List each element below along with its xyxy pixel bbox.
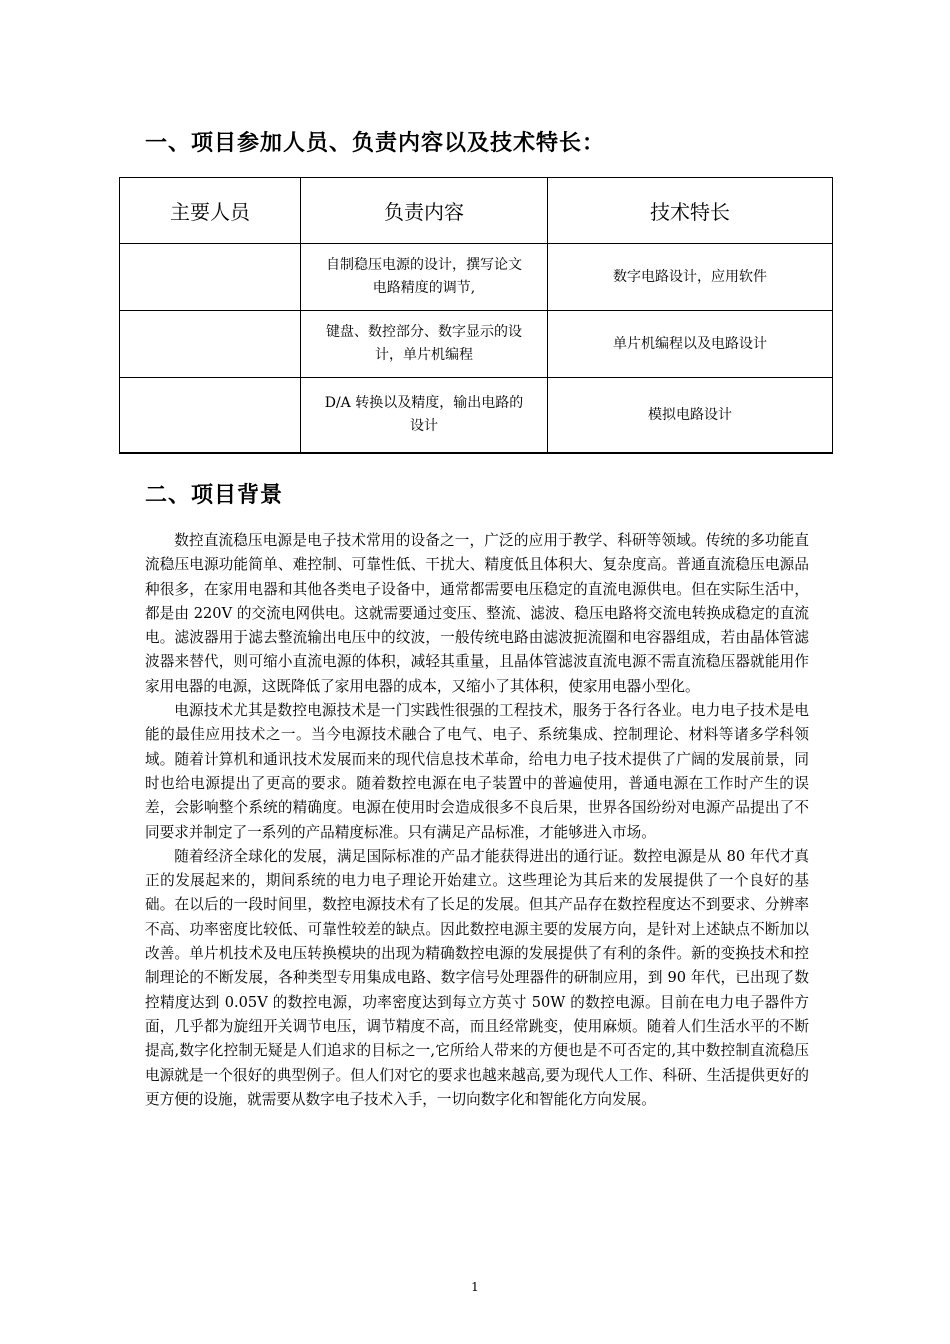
staff-table [119,177,833,454]
person-cell [120,378,301,454]
person-cell [120,244,301,311]
responsibility-cell [301,311,548,378]
responsibility-line: 计，单片机编程 [375,347,473,363]
paragraph: 随着经济全球化的发展，满足国际标准的产品才能获得进出的通行证。数控电源是从 80 年代才真正的发展起来的，期间系统的电力电子理论开始建立。这些理论为其后来的发展提供了一个良好的基础。在以后的一段时间里，数控电源技术有了长足的发展。但其产品存在数控程度达不到要求、分辨率不高、功率密度比较低、可靠性较差的缺点。因此数控电源主要的发展方向，是针对上述缺点不断加以改善。单片机技术及电压转换模块的出现为精确数控电源的发展提供了有利的条件。新的变换技术和控制理论的不断发展，各种类型专用集成电路、数字信号处理器件的研制应用，到 90 年代，已出现了数控精度达到 0.05V 的数控电源，功率密度达到每立方英寸 50W 的数控电源。目前在电力电子器件方面，几乎都为旋纽开关调节电压，调节精度不高，而且经常跳变，使用麻烦。随着人们生活水平的不断提高,数字化控制无疑是人们追求的目标之一,它所给人带来的方便也是不可否定的,其中数控制直流稳压电源就是一个很好的典型例子。但人们对它的要求也越来越高,要为现代人工作、科研、生活提供更好的更方便的设施，就需要从数字电子技术入手，一切向数字化和智能化方向发展。 [145,847,809,1108]
background-body [145,529,809,1112]
header-responsibility: 负责内容 [301,178,548,244]
paragraph: 电源技术尤其是数控电源技术是一门实践性很强的工程技术，服务于各行各业。电力电子技术是电能的最佳应用技术之一。当今电源技术融合了电气、电子、系统集成、控制理论、材料等诸多学科领域。随着计算机和通讯技术发展而来的现代信息技术革命，给电力电子技术提供了广阔的发展前景，同时也给电源提出了更高的要求。随着数控电源在电子装置中的普遍使用，普通电源在工作时产生的误差，会影响整个系统的精确度。电源在使用时会造成很多不良后果，世界各国纷纷对电源产品提出了不同要求并制定了一系列的产品精度标准。只有满足产品标准，才能够进入市场。 [145,702,809,841]
table-header-row [120,178,833,244]
responsibility-line: 设计 [410,418,438,434]
responsibility-cell [301,378,548,454]
section-1-heading: 一、项目参加人员、负责内容以及技术特长： [145,131,606,156]
responsibility-cell [301,244,548,311]
paragraph: 数控直流稳压电源是电子技术常用的设备之一，广泛的应用于教学、科研等领域。传统的多功能直流稳压电源功能简单、难控制、可靠性低、干扰大、精度低且体积大、复杂度高。普通直流稳压电源品种很多，在家用电器和其他各类电子设备中，通常都需要电压稳定的直流电源供电。但在实际生活中，都是由 220V 的交流电网供电。这就需要通过变压、整流、滤波、稳压电路将交流电转换成稳定的直流电。滤波器用于滤去整流输出电压中的纹波，一般传统电路由滤波扼流圈和电容器组成，若由晶体管滤波器来替代，则可缩小直流电源的体积，减轻其重量，且晶体管滤波直流电源不需直流稳压器就能用作家用电器的电源，这既降低了家用电器的成本，又缩小了其体积，使家用电器小型化。 [145,532,809,695]
table-row [120,378,833,454]
page-number: 1 [471,1280,479,1294]
table-row [120,311,833,378]
header-main-personnel: 主要人员 [120,178,301,244]
responsibility-line: D/A 转换以及精度，输出电路的 [324,395,524,411]
person-cell [120,311,301,378]
specialty-cell: 模拟电路设计 [548,378,833,454]
section-2-heading: 二、项目背景 [145,483,284,508]
header-technical-specialty: 技术特长 [548,178,833,244]
table-row [120,244,833,311]
specialty-cell: 数字电路设计，应用软件 [548,244,833,311]
responsibility-line: 键盘、数控部分、数字显示的设 [326,324,522,340]
responsibility-line: 自制稳压电源的设计，撰写论文 [326,257,522,273]
responsibility-line: 电路精度的调节, [372,280,476,296]
specialty-cell: 单片机编程以及电路设计 [548,311,833,378]
